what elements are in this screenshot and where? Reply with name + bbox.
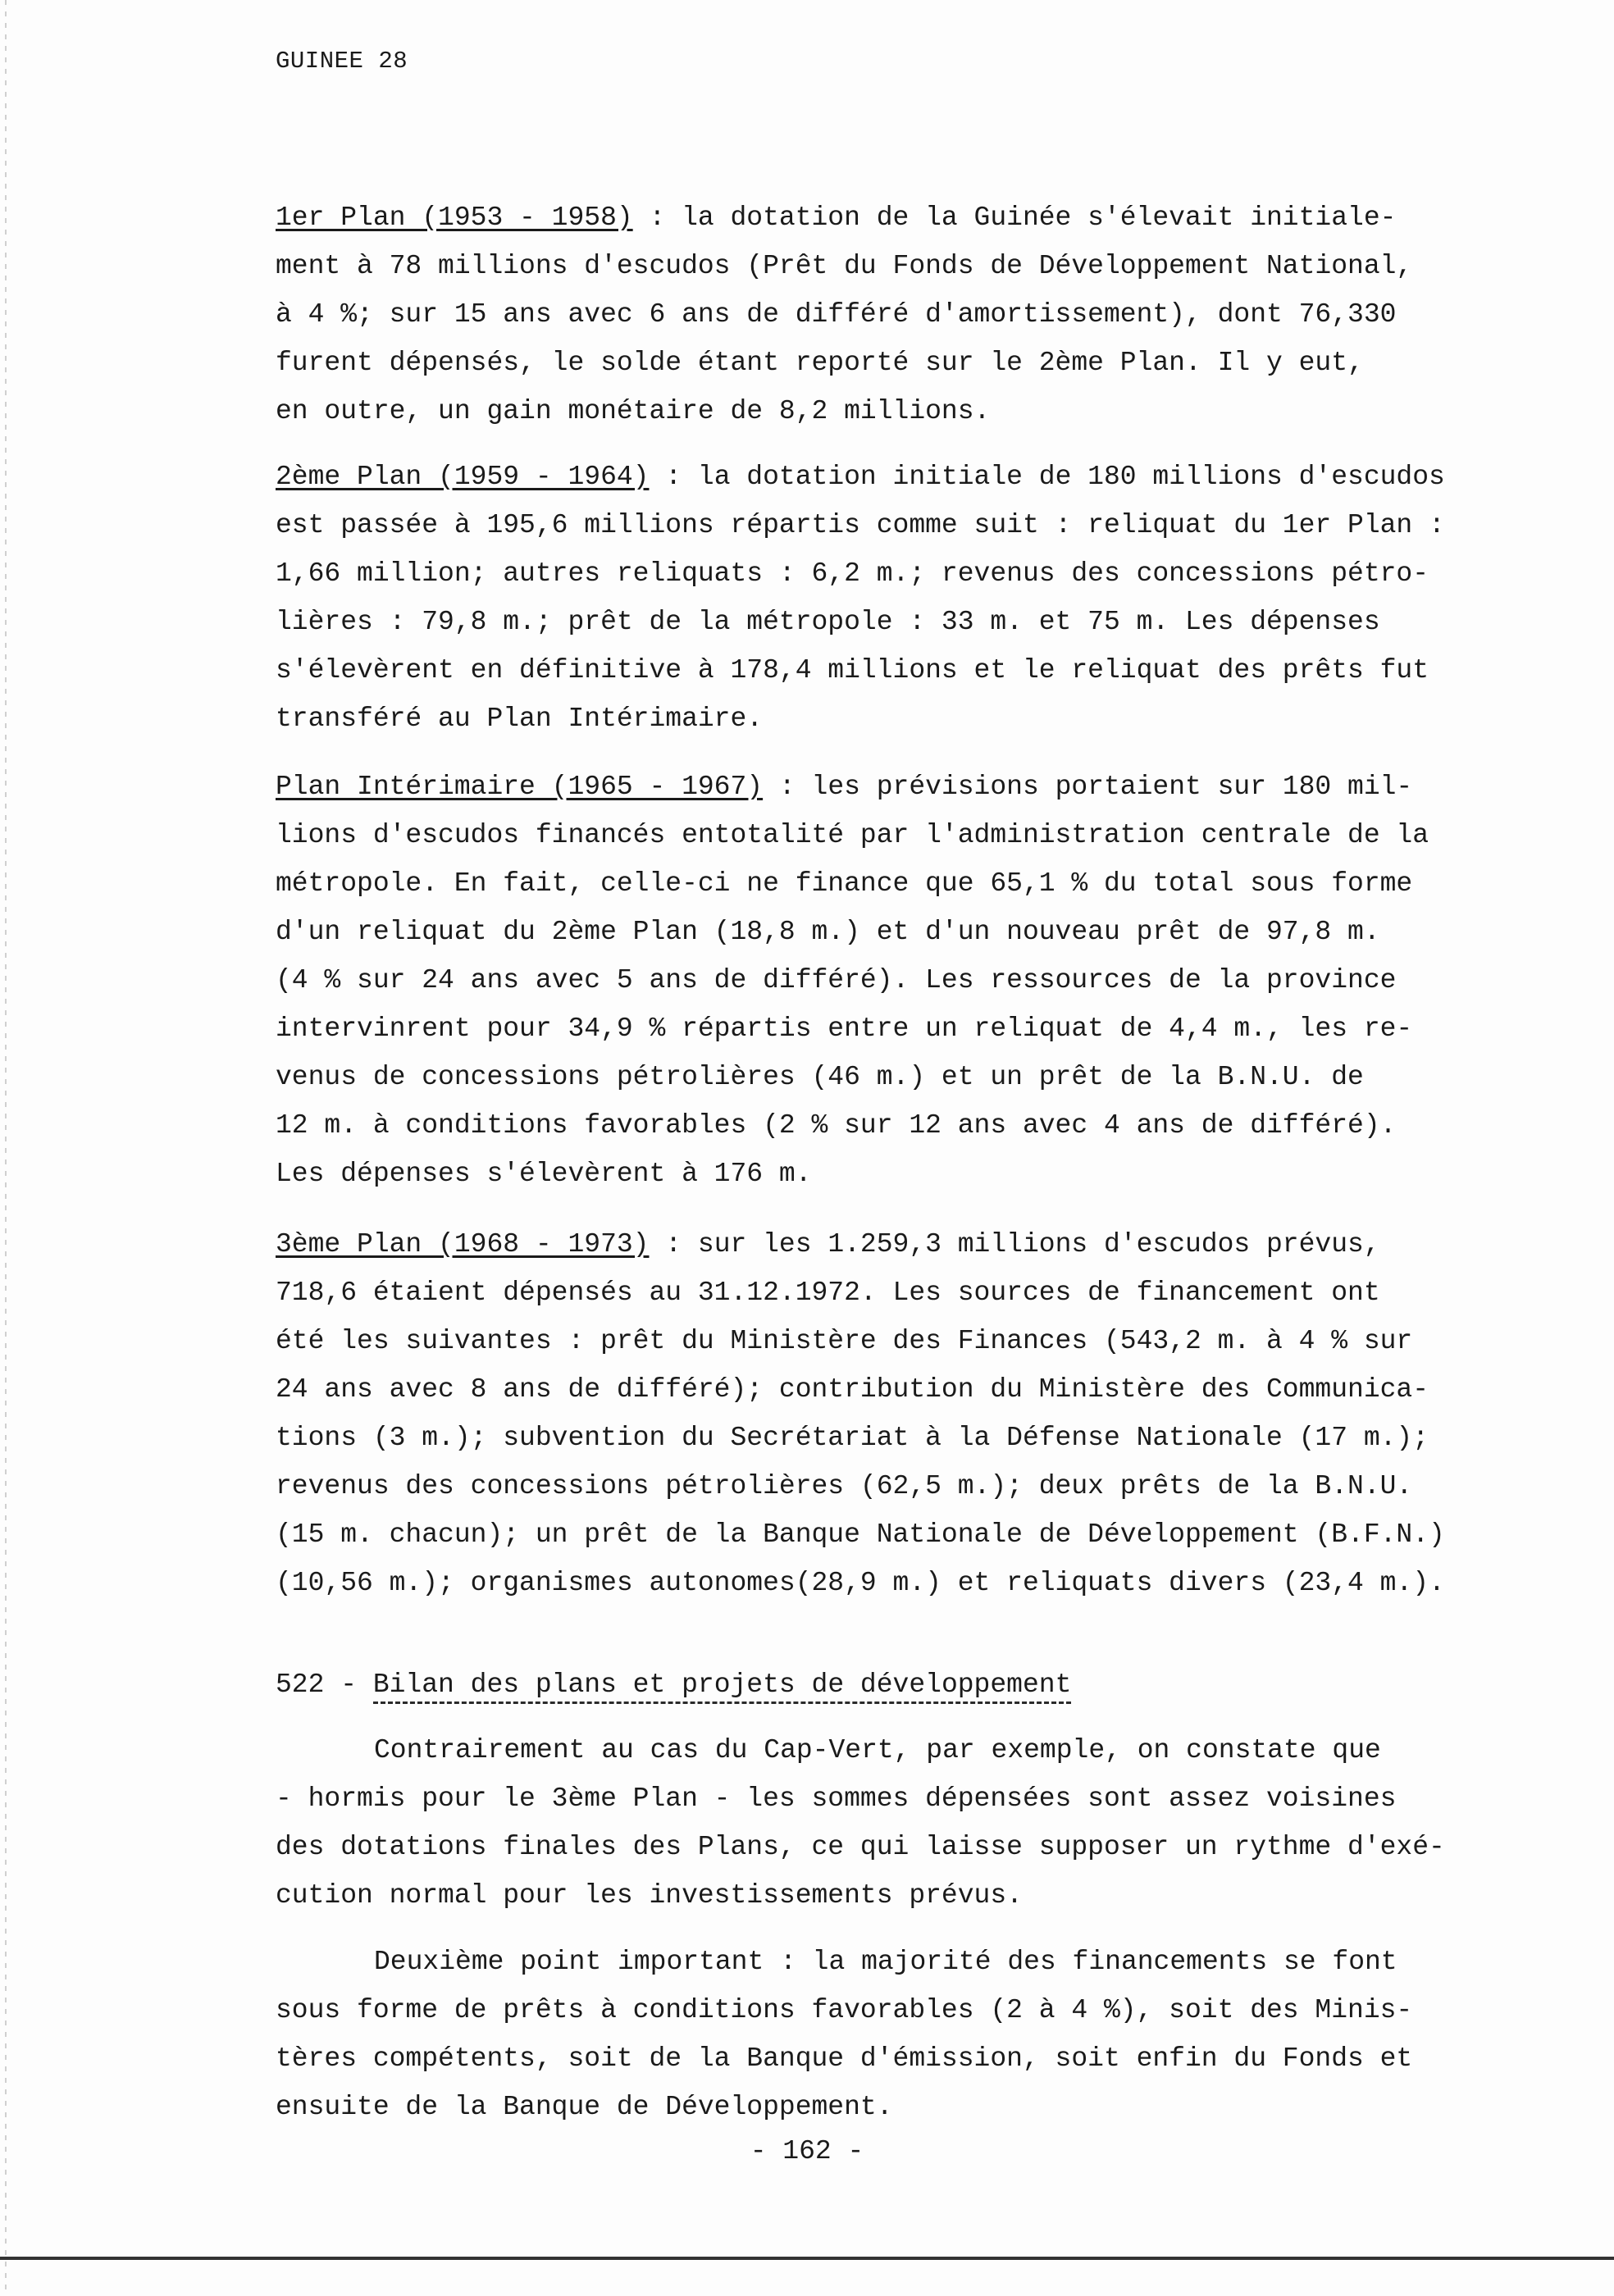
- plan-heading: 1er Plan (1953 - 1958): [276, 203, 633, 233]
- plan-paragraph-2: [276, 453, 1481, 743]
- paragraph-line: métropole. En fait, celle-ci ne finance que 65,1 % du total sous forme: [276, 868, 1413, 899]
- paragraph-line: furent dépensés, le solde étant reporté sur le 2ème Plan. Il y eut,: [276, 348, 1364, 378]
- paragraph-first-line: 3ème Plan (1968 - 1973) : sur les 1.259,3 millions d'escudos prévus,: [276, 1229, 1380, 1260]
- paragraph-line: Les dépenses s'élevèrent à 176 m.: [276, 1159, 812, 1189]
- paragraph-line: est passée à 195,6 millions répartis comme suit : reliquat du 1er Plan :: [276, 510, 1445, 540]
- paragraph-line: s'élevèrent en définitive à 178,4 millions et le reliquat des prêts fut: [276, 655, 1429, 686]
- paragraph-line: - hormis pour le 3ème Plan - les sommes dépensées sont assez voisines: [276, 1784, 1397, 1814]
- body-paragraph-2: [276, 1938, 1481, 2131]
- paragraph-line: (10,56 m.); organismes autonomes(28,9 m.) et reliquats divers (23,4 m.).: [276, 1568, 1445, 1598]
- paragraph-line: intervinrent pour 34,9 % répartis entre un reliquat de 4,4 m., les re-: [276, 1014, 1413, 1044]
- plan-paragraph-3: [276, 763, 1481, 1198]
- paragraph-line: d'un reliquat du 2ème Plan (18,8 m.) et d'un nouveau prêt de 97,8 m.: [276, 917, 1380, 947]
- page-header: GUINEE 28: [276, 48, 408, 75]
- paragraph-line: (15 m. chacun); un prêt de la Banque Nationale de Développement (B.F.N.): [276, 1519, 1445, 1550]
- paragraph-line: 12 m. à conditions favorables (2 % sur 12 ans avec 4 ans de différé).: [276, 1110, 1397, 1141]
- paragraph-line: 718,6 étaient dépensés au 31.12.1972. Les sources de financement ont: [276, 1278, 1380, 1308]
- paragraph-line: lières : 79,8 m.; prêt de la métropole : 33 m. et 75 m. Les dépenses: [276, 607, 1380, 637]
- paragraph-line: 1,66 million; autres reliquats : 6,2 m.; revenus des concessions pétro-: [276, 558, 1429, 589]
- paragraph-line: à 4 %; sur 15 ans avec 6 ans de différé d'amortissement), dont 76,330: [276, 299, 1397, 330]
- paragraph-line: transféré au Plan Intérimaire.: [276, 704, 764, 734]
- paragraph-line: cution normal pour les investissements prévus.: [276, 1880, 1023, 1911]
- paragraph-line: des dotations finales des Plans, ce qui laisse supposer un rythme d'exé-: [276, 1832, 1445, 1862]
- plan-heading: Plan Intérimaire (1965 - 1967): [276, 772, 764, 802]
- body-paragraph-1: [276, 1726, 1481, 1920]
- paragraph-line: tères compétents, soit de la Banque d'émission, soit enfin du Fonds et: [276, 2043, 1413, 2074]
- plan-heading: 2ème Plan (1959 - 1964): [276, 462, 650, 492]
- paragraph-line: Deuxième point important : la majorité des financements se font: [374, 1947, 1397, 1977]
- section-number: 522 -: [276, 1670, 373, 1700]
- scan-edge-mark: [5, 0, 7, 2296]
- paragraph-line: (4 % sur 24 ans avec 5 ans de différé). Les ressources de la province: [276, 965, 1397, 995]
- paragraph-first-line: Plan Intérimaire (1965 - 1967) : les prévisions portaient sur 180 mil-: [276, 772, 1413, 802]
- paragraph-first-line: 2ème Plan (1959 - 1964) : la dotation initiale de 180 millions d'escudos: [276, 462, 1445, 492]
- paragraph-line: été les suivantes : prêt du Ministère des Finances (543,2 m. à 4 % sur: [276, 1326, 1413, 1356]
- plan-heading: 3ème Plan (1968 - 1973): [276, 1229, 650, 1260]
- bottom-rule: [0, 2257, 1614, 2260]
- paragraph-line: Contrairement au cas du Cap-Vert, par exemple, on constate que: [374, 1735, 1381, 1765]
- paragraph-line: ensuite de la Banque de Développement.: [276, 2092, 893, 2122]
- paragraph-line: tions (3 m.); subvention du Secrétariat à la Défense Nationale (17 m.);: [276, 1423, 1429, 1453]
- paragraph-line: venus de concessions pétrolières (46 m.) et un prêt de la B.N.U. de: [276, 1062, 1364, 1092]
- plan-paragraph-1: [276, 194, 1481, 435]
- paragraph-line: lions d'escudos financés entotalité par l'administration centrale de la: [276, 820, 1429, 850]
- paragraph-first-line: 1er Plan (1953 - 1958) : la dotation de la Guinée s'élevait initiale-: [276, 203, 1397, 233]
- paragraph-line: 24 ans avec 8 ans de différé); contribution du Ministère des Communica-: [276, 1374, 1429, 1405]
- section-title: Bilan des plans et projets de développement: [373, 1670, 1072, 1704]
- paragraph-line: en outre, un gain monétaire de 8,2 millions.: [276, 396, 991, 426]
- plan-paragraph-4: [276, 1220, 1481, 1607]
- paragraph-line: sous forme de prêts à conditions favorables (2 à 4 %), soit des Minis-: [276, 1995, 1413, 2025]
- section-heading: [276, 1660, 1071, 1709]
- paragraph-line: ment à 78 millions d'escudos (Prêt du Fonds de Développement National,: [276, 251, 1413, 281]
- page-number: - 162 -: [750, 2136, 864, 2166]
- paragraph-line: revenus des concessions pétrolières (62,5 m.); deux prêts de la B.N.U.: [276, 1471, 1413, 1501]
